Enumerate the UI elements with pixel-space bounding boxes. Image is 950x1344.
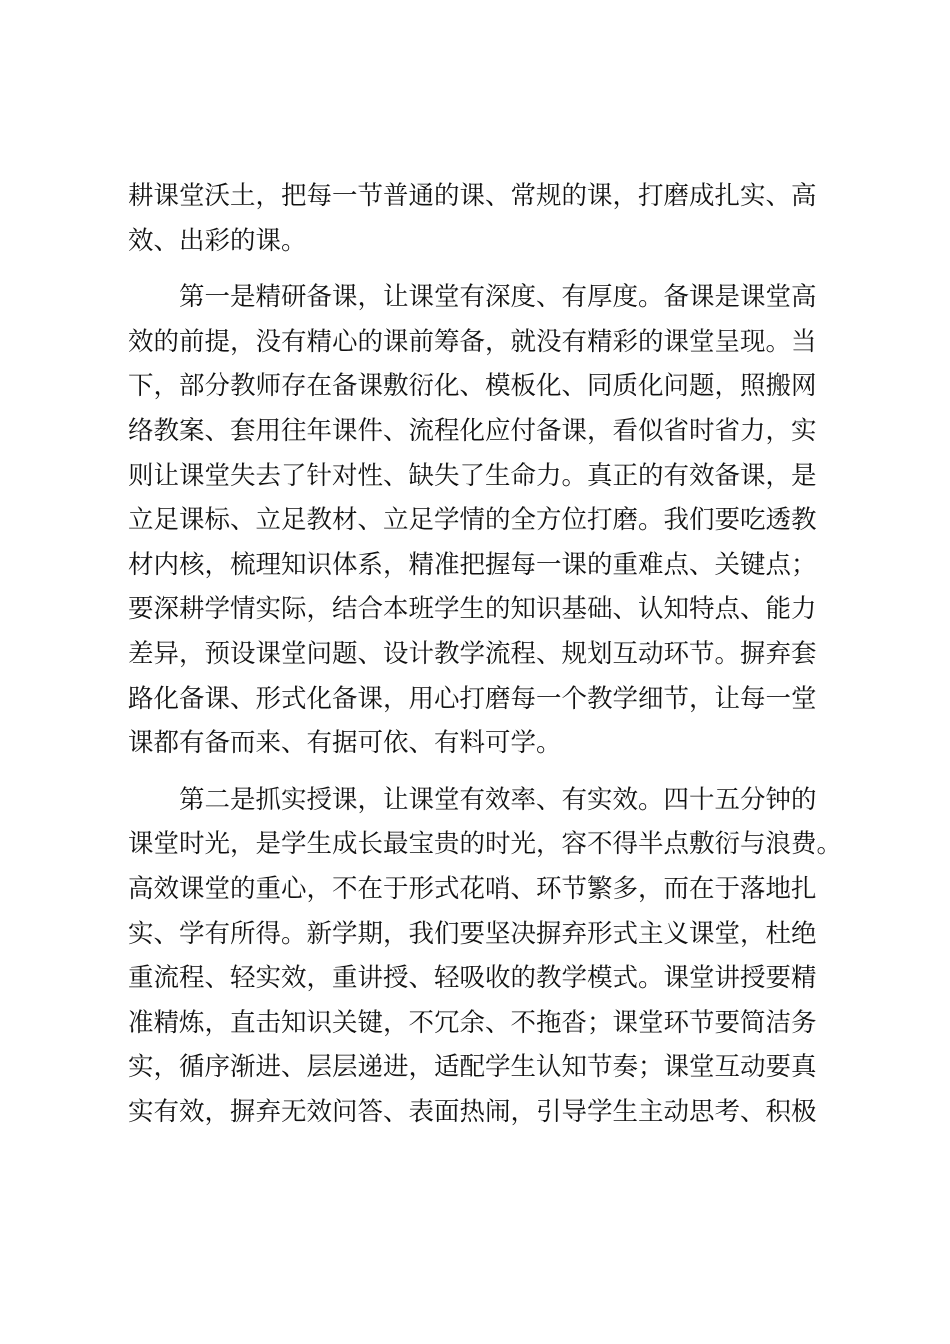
text-line: 重流程、轻实效，重讲授、轻吸收的教学模式。课堂讲授要精 (128, 963, 817, 994)
text-line: 要深耕学情实际，结合本班学生的知识基础、认知特点、能力 (128, 594, 817, 625)
text-line: 课堂时光，是学生成长最宝贵的时光，容不得半点敷衍与浪费。 (128, 829, 843, 860)
text-line: 实有效，摒弃无效问答、表面热闹，引导学生主动思考、积极 (128, 1096, 817, 1127)
text-line: 下，部分教师存在备课敷衍化、模板化、同质化问题，照搬网 (128, 371, 817, 402)
body-text (128, 174, 843, 1134)
text-line: 效、出彩的课。 (128, 225, 307, 256)
text-line: 实，循序渐进、层层递进，适配学生认知节奏；课堂互动要真 (128, 1052, 817, 1083)
text-line: 路化备课、形式化备课，用心打磨每一个教学细节，让每一堂 (128, 683, 817, 714)
text-line: 则让课堂失去了针对性、缺失了生命力。真正的有效备课，是 (128, 460, 817, 491)
paragraph-first-line: 第一是精研备课，让课堂有深度、有厚度。备课是课堂高 (179, 282, 817, 313)
text-line: 立足课标、立足教材、立足学情的全方位打磨。我们要吃透教 (128, 505, 817, 536)
text-line: 络教案、套用往年课件、流程化应付备课，看似省时省力，实 (128, 415, 817, 446)
text-line: 差异，预设课堂问题、设计教学流程、规划互动环节。摒弃套 (128, 638, 817, 669)
text-line: 实、学有所得。新学期，我们要坚决摒弃形式主义课堂，杜绝 (128, 918, 817, 949)
text-line: 效的前提，没有精心的课前筹备，就没有精彩的课堂呈现。当 (128, 326, 817, 357)
text-line: 耕课堂沃土，把每一节普通的课、常规的课，打磨成扎实、高 (128, 181, 817, 211)
paragraph-first-line: 第二是抓实授课，让课堂有效率、有实效。四十五分钟的 (179, 784, 817, 815)
text-line: 课都有备而来、有据可依、有料可学。 (128, 728, 562, 759)
text-line: 准精炼，直击知识关键，不冗余、不拖沓；课堂环节要简洁务 (128, 1007, 817, 1038)
text-line: 材内核，梳理知识体系，精准把握每一课的重难点、关键点； (128, 549, 817, 580)
text-line: 高效课堂的重心，不在于形式花哨、环节繁多，而在于落地扎 (128, 873, 817, 904)
